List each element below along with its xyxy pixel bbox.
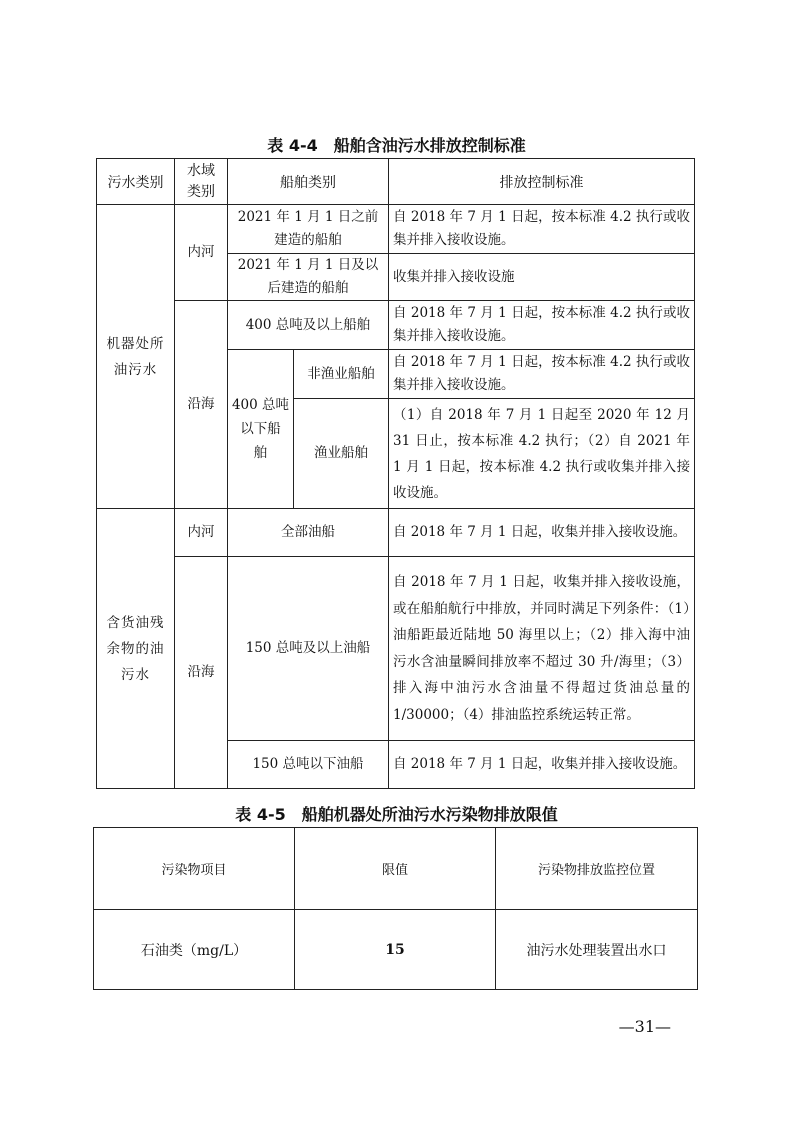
table-row [94,910,698,990]
page-number: —31— [618,1017,671,1036]
header-ship-type: 船舶类别 [228,159,389,205]
water-area-coastal: 沿海 [175,557,228,789]
standard-text: 自 2018 年 7 月 1 日起，收集并排入接收设施，或在船舶航行中排放，并同时满足下列条件：（1）油船距最近陆地 50 海里以上；（2）排入海中油污水含油量瞬间排放率不超过 30 升/海里；（3）排入海中油污水含油量不得超过货油总量的 1/30000；（4）排油监控系统运转正常。 [389,557,695,741]
ship-type-post2021: 2021 年 1 月 1 日及以 后建造的船舶 [228,254,389,301]
table2-caption [0,802,793,825]
table-header-row [97,159,695,205]
pollutant-limit-table [93,827,698,990]
water-area-inland: 内河 [175,205,228,301]
standard-text: （1）自 2018 年 7 月 1 日起至 2020 年 12 月 31 日止，按本标准 4.2 执行；（2）自 2021 年 1 月 1 日起，按本标准 4.2 执行或收集并排入接收设施。 [389,399,695,509]
table-header-row [94,828,698,910]
standard-text: 自 2018 年 7 月 1 日起，按本标准 4.2 执行或收集并排入接收设施。 [389,205,695,254]
limit-cell: 15 [295,910,496,990]
category-machinery-oily-water: 机器处所 油污水 [97,205,175,509]
header-discharge-standard: 排放控制标准 [389,159,695,205]
standard-text: 自 2018 年 7 月 1 日起，收集并排入接收设施。 [389,741,695,789]
water-area-coastal: 沿海 [175,301,228,509]
ship-type-400-below: 400 总吨 以下船 舶 [228,350,294,509]
standard-text: 自 2018 年 7 月 1 日起，收集并排入接收设施。 [389,509,695,557]
header-monitoring-location: 污染物排放监控位置 [496,828,698,910]
monitoring-location-cell: 油污水处理装置出水口 [496,910,698,990]
ship-type-all-tankers: 全部油船 [228,509,389,557]
pollutant-cell: 石油类（mg/L） [94,910,295,990]
header-water-area [175,159,228,205]
header-wastewater-type: 污水类别 [97,159,175,205]
header-limit: 限值 [295,828,496,910]
header-pollutant: 污染物项目 [94,828,295,910]
table-row [97,509,695,557]
table2-caption-number: 表 4-5 [235,805,286,824]
table2-caption-title: 船舶机器处所油污水污染物排放限值 [301,805,558,824]
discharge-standard-table [96,158,695,789]
ship-type-150-below: 150 总吨以下油船 [228,741,389,789]
standard-text: 自 2018 年 7 月 1 日起，按本标准 4.2 执行或收集并排入接收设施。 [389,350,695,399]
ship-type-150-above: 150 总吨及以上油船 [228,557,389,741]
table-row [97,301,695,350]
standard-text: 收集并排入接收设施 [389,254,695,301]
header-water-area-l2: 类别 [187,183,215,200]
header-water-area-l1: 水域 [187,162,215,179]
ship-type-pre2021: 2021 年 1 月 1 日之前 建造的船舶 [228,205,389,254]
category-cargo-residue-oily-water: 含货油残 余物的油 污水 [97,509,175,789]
water-area-inland: 内河 [175,509,228,557]
table-row [97,557,695,741]
ship-type-fishing: 渔业船舶 [294,399,389,509]
table1-caption [0,133,793,156]
standard-text: 自 2018 年 7 月 1 日起，按本标准 4.2 执行或收集并排入接收设施。 [389,301,695,350]
table1-caption-number: 表 4-4 [267,136,318,155]
table1-caption-title: 船舶含油污水排放控制标准 [333,136,526,155]
ship-type-non-fishing: 非渔业船舶 [294,350,389,399]
ship-type-400-above: 400 总吨及以上船舶 [228,301,389,350]
table-row [97,205,695,254]
